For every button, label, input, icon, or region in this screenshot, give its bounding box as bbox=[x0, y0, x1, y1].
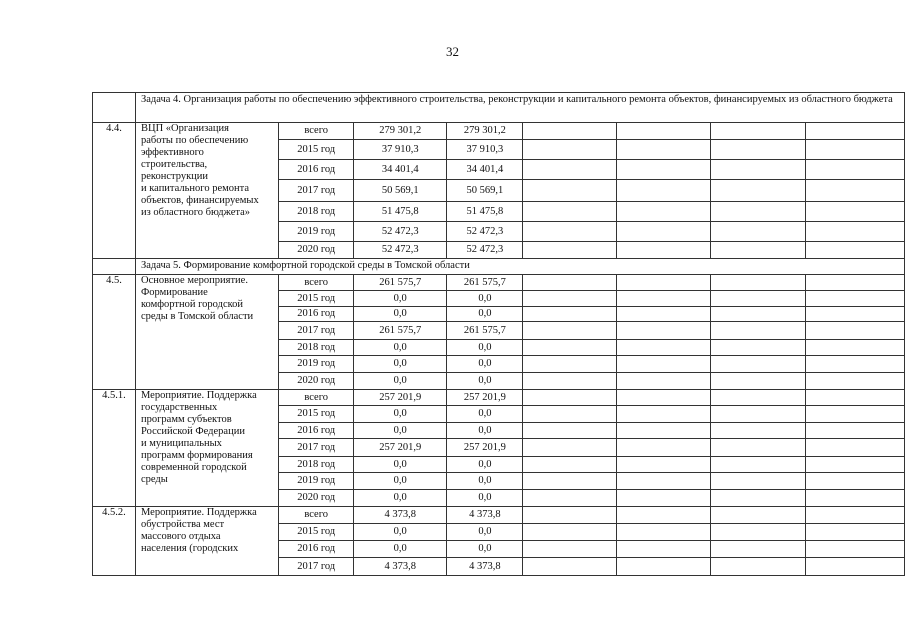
item-name-line: объектов, финансируемых bbox=[140, 195, 259, 206]
regional-budget-cell: 0,0 bbox=[447, 473, 523, 490]
task-number-cell bbox=[93, 93, 136, 123]
empty-cell bbox=[710, 222, 806, 242]
total-cell: 0,0 bbox=[354, 490, 447, 507]
item-name-line: обустройства мест bbox=[140, 519, 225, 530]
total-cell: 0,0 bbox=[354, 340, 447, 356]
item-name-line: эффективного bbox=[140, 147, 204, 158]
empty-cell bbox=[523, 160, 616, 180]
item-name-line: программ формирования bbox=[140, 450, 253, 461]
empty-cell bbox=[523, 322, 616, 340]
table-row bbox=[93, 390, 905, 406]
empty-cell bbox=[806, 490, 905, 507]
empty-cell bbox=[616, 439, 710, 457]
total-cell: 0,0 bbox=[354, 457, 447, 473]
year-cell: 2020 год bbox=[279, 490, 354, 507]
empty-cell bbox=[616, 356, 710, 373]
year-cell: 2017 год bbox=[279, 558, 354, 576]
empty-cell bbox=[710, 322, 806, 340]
empty-cell bbox=[806, 275, 905, 291]
empty-cell bbox=[710, 275, 806, 291]
total-cell: 279 301,2 bbox=[354, 123, 447, 140]
empty-cell bbox=[616, 242, 710, 259]
empty-cell bbox=[616, 390, 710, 406]
empty-cell bbox=[710, 340, 806, 356]
empty-cell bbox=[806, 457, 905, 473]
year-cell: 2017 год bbox=[279, 439, 354, 457]
empty-cell bbox=[616, 473, 710, 490]
empty-cell bbox=[523, 439, 616, 457]
item-name-line: работы по обеспечению bbox=[140, 135, 249, 146]
empty-cell bbox=[806, 541, 905, 558]
regional-budget-cell: 0,0 bbox=[447, 307, 523, 322]
year-cell: 2017 год bbox=[279, 180, 354, 202]
empty-cell bbox=[806, 423, 905, 439]
empty-cell bbox=[710, 307, 806, 322]
total-cell: 261 575,7 bbox=[354, 275, 447, 291]
task-5-title: Задача 5. Формирование комфортной городской среды в Томской области bbox=[135, 259, 904, 275]
empty-cell bbox=[616, 322, 710, 340]
regional-budget-cell: 0,0 bbox=[447, 291, 523, 307]
item-name-line: комфортной городской bbox=[140, 299, 244, 310]
empty-cell bbox=[710, 457, 806, 473]
regional-budget-cell: 50 569,1 bbox=[447, 180, 523, 202]
empty-cell bbox=[616, 202, 710, 222]
year-cell: 2016 год bbox=[279, 541, 354, 558]
task-number-cell bbox=[93, 259, 136, 275]
item-number: 4.4. bbox=[93, 123, 136, 259]
empty-cell bbox=[616, 558, 710, 576]
empty-cell bbox=[710, 202, 806, 222]
empty-cell bbox=[523, 457, 616, 473]
total-cell: 0,0 bbox=[354, 473, 447, 490]
empty-cell bbox=[616, 275, 710, 291]
total-cell: 51 475,8 bbox=[354, 202, 447, 222]
empty-cell bbox=[806, 524, 905, 541]
year-cell: 2019 год bbox=[279, 473, 354, 490]
empty-cell bbox=[710, 524, 806, 541]
empty-cell bbox=[806, 307, 905, 322]
total-cell: 0,0 bbox=[354, 541, 447, 558]
empty-cell bbox=[616, 406, 710, 423]
total-cell: 0,0 bbox=[354, 373, 447, 390]
year-cell: всего bbox=[279, 275, 354, 291]
empty-cell bbox=[616, 291, 710, 307]
empty-cell bbox=[806, 473, 905, 490]
empty-cell bbox=[710, 356, 806, 373]
total-cell: 4 373,8 bbox=[354, 507, 447, 524]
empty-cell bbox=[710, 490, 806, 507]
budget-table bbox=[92, 92, 905, 576]
item-number: 4.5. bbox=[93, 275, 136, 390]
item-name bbox=[135, 123, 278, 259]
empty-cell bbox=[806, 222, 905, 242]
item-name-line: Основное мероприятие. bbox=[140, 275, 248, 286]
total-cell: 34 401,4 bbox=[354, 160, 447, 180]
empty-cell bbox=[710, 390, 806, 406]
empty-cell bbox=[523, 291, 616, 307]
empty-cell bbox=[806, 406, 905, 423]
year-cell: 2019 год bbox=[279, 356, 354, 373]
regional-budget-cell: 4 373,8 bbox=[447, 558, 523, 576]
item-name bbox=[135, 275, 278, 390]
item-number: 4.5.1. bbox=[93, 390, 136, 507]
regional-budget-cell: 279 301,2 bbox=[447, 123, 523, 140]
total-cell: 257 201,9 bbox=[354, 390, 447, 406]
regional-budget-cell: 261 575,7 bbox=[447, 275, 523, 291]
empty-cell bbox=[616, 490, 710, 507]
item-name-line: среды в Томской области bbox=[140, 311, 254, 322]
empty-cell bbox=[523, 524, 616, 541]
regional-budget-cell: 257 201,9 bbox=[447, 439, 523, 457]
empty-cell bbox=[806, 140, 905, 160]
year-cell: 2015 год bbox=[279, 406, 354, 423]
empty-cell bbox=[523, 242, 616, 259]
empty-cell bbox=[806, 390, 905, 406]
empty-cell bbox=[806, 242, 905, 259]
regional-budget-cell: 51 475,8 bbox=[447, 202, 523, 222]
empty-cell bbox=[616, 160, 710, 180]
empty-cell bbox=[710, 291, 806, 307]
item-name-line: Мероприятие. Поддержка bbox=[140, 507, 257, 518]
regional-budget-cell: 34 401,4 bbox=[447, 160, 523, 180]
year-cell: всего bbox=[279, 507, 354, 524]
empty-cell bbox=[616, 307, 710, 322]
total-cell: 4 373,8 bbox=[354, 558, 447, 576]
empty-cell bbox=[806, 356, 905, 373]
item-name-line: и муниципальных bbox=[140, 438, 222, 449]
regional-budget-cell: 0,0 bbox=[447, 340, 523, 356]
task-row bbox=[93, 93, 905, 123]
item-name-line: Формирование bbox=[140, 287, 208, 298]
empty-cell bbox=[806, 160, 905, 180]
table-row bbox=[93, 275, 905, 291]
item-name-line: Российской Федерации bbox=[140, 426, 245, 437]
empty-cell bbox=[523, 180, 616, 202]
regional-budget-cell: 261 575,7 bbox=[447, 322, 523, 340]
empty-cell bbox=[523, 541, 616, 558]
year-cell: 2016 год bbox=[279, 423, 354, 439]
empty-cell bbox=[616, 507, 710, 524]
item-number: 4.5.2. bbox=[93, 507, 136, 576]
item-name-line: из областного бюджета» bbox=[140, 207, 251, 218]
empty-cell bbox=[616, 524, 710, 541]
year-cell: 2020 год bbox=[279, 373, 354, 390]
regional-budget-cell: 4 373,8 bbox=[447, 507, 523, 524]
empty-cell bbox=[523, 473, 616, 490]
year-cell: 2015 год bbox=[279, 291, 354, 307]
task-row bbox=[93, 259, 905, 275]
regional-budget-cell: 0,0 bbox=[447, 373, 523, 390]
total-cell: 0,0 bbox=[354, 356, 447, 373]
empty-cell bbox=[616, 373, 710, 390]
total-cell: 0,0 bbox=[354, 524, 447, 541]
table-row bbox=[93, 123, 905, 140]
item-name-line: ВЦП «Организация bbox=[140, 123, 229, 134]
item-name-line: программ субъектов bbox=[140, 414, 232, 425]
regional-budget-cell: 0,0 bbox=[447, 490, 523, 507]
empty-cell bbox=[806, 322, 905, 340]
year-cell: 2020 год bbox=[279, 242, 354, 259]
task-4-title: Задача 4. Организация работы по обеспечению эффективного строительства, реконструкции и капитального ремонта объектов, финансируемых из областного бюджета bbox=[135, 93, 904, 123]
empty-cell bbox=[806, 340, 905, 356]
regional-budget-cell: 0,0 bbox=[447, 457, 523, 473]
empty-cell bbox=[523, 490, 616, 507]
item-name-line: современной городской bbox=[140, 462, 247, 473]
empty-cell bbox=[523, 406, 616, 423]
empty-cell bbox=[806, 558, 905, 576]
empty-cell bbox=[523, 423, 616, 439]
regional-budget-cell: 257 201,9 bbox=[447, 390, 523, 406]
empty-cell bbox=[710, 541, 806, 558]
regional-budget-cell: 0,0 bbox=[447, 423, 523, 439]
total-cell: 52 472,3 bbox=[354, 222, 447, 242]
item-name-line: населения (городских bbox=[140, 543, 239, 554]
regional-budget-cell: 52 472,3 bbox=[447, 242, 523, 259]
empty-cell bbox=[523, 222, 616, 242]
empty-cell bbox=[806, 507, 905, 524]
empty-cell bbox=[710, 423, 806, 439]
empty-cell bbox=[523, 373, 616, 390]
item-name-line: массового отдыха bbox=[140, 531, 221, 542]
empty-cell bbox=[806, 180, 905, 202]
total-cell: 37 910,3 bbox=[354, 140, 447, 160]
empty-cell bbox=[806, 123, 905, 140]
empty-cell bbox=[523, 558, 616, 576]
year-cell: всего bbox=[279, 390, 354, 406]
total-cell: 0,0 bbox=[354, 406, 447, 423]
empty-cell bbox=[710, 373, 806, 390]
empty-cell bbox=[523, 123, 616, 140]
regional-budget-cell: 0,0 bbox=[447, 356, 523, 373]
regional-budget-cell: 0,0 bbox=[447, 541, 523, 558]
item-name-line: и капитального ремонта bbox=[140, 183, 250, 194]
page-number: 32 bbox=[446, 44, 459, 59]
empty-cell bbox=[710, 140, 806, 160]
empty-cell bbox=[710, 123, 806, 140]
empty-cell bbox=[616, 541, 710, 558]
year-cell: 2018 год bbox=[279, 202, 354, 222]
empty-cell bbox=[806, 202, 905, 222]
empty-cell bbox=[806, 291, 905, 307]
total-cell: 0,0 bbox=[354, 307, 447, 322]
item-name-line: Мероприятие. Поддержка bbox=[140, 390, 257, 401]
item-name bbox=[135, 507, 278, 576]
empty-cell bbox=[523, 356, 616, 373]
regional-budget-cell: 0,0 bbox=[447, 524, 523, 541]
total-cell: 50 569,1 bbox=[354, 180, 447, 202]
item-name-line: реконструкции bbox=[140, 171, 209, 182]
empty-cell bbox=[710, 507, 806, 524]
year-cell: 2018 год bbox=[279, 457, 354, 473]
item-name-line: среды bbox=[140, 474, 168, 485]
total-cell: 0,0 bbox=[354, 291, 447, 307]
empty-cell bbox=[710, 242, 806, 259]
empty-cell bbox=[616, 180, 710, 202]
year-cell: 2015 год bbox=[279, 140, 354, 160]
empty-cell bbox=[523, 275, 616, 291]
year-cell: всего bbox=[279, 123, 354, 140]
empty-cell bbox=[523, 507, 616, 524]
empty-cell bbox=[710, 439, 806, 457]
empty-cell bbox=[523, 307, 616, 322]
empty-cell bbox=[710, 558, 806, 576]
year-cell: 2016 год bbox=[279, 307, 354, 322]
total-cell: 0,0 bbox=[354, 423, 447, 439]
empty-cell bbox=[616, 423, 710, 439]
regional-budget-cell: 0,0 bbox=[447, 406, 523, 423]
empty-cell bbox=[523, 202, 616, 222]
empty-cell bbox=[616, 340, 710, 356]
empty-cell bbox=[616, 140, 710, 160]
year-cell: 2016 год bbox=[279, 160, 354, 180]
empty-cell bbox=[710, 160, 806, 180]
empty-cell bbox=[616, 222, 710, 242]
year-cell: 2018 год bbox=[279, 340, 354, 356]
empty-cell bbox=[523, 390, 616, 406]
empty-cell bbox=[710, 473, 806, 490]
empty-cell bbox=[616, 123, 710, 140]
year-cell: 2015 год bbox=[279, 524, 354, 541]
empty-cell bbox=[523, 340, 616, 356]
total-cell: 52 472,3 bbox=[354, 242, 447, 259]
item-name bbox=[135, 390, 278, 507]
regional-budget-cell: 37 910,3 bbox=[447, 140, 523, 160]
empty-cell bbox=[523, 140, 616, 160]
empty-cell bbox=[710, 180, 806, 202]
regional-budget-cell: 52 472,3 bbox=[447, 222, 523, 242]
total-cell: 261 575,7 bbox=[354, 322, 447, 340]
year-cell: 2017 год bbox=[279, 322, 354, 340]
year-cell: 2019 год bbox=[279, 222, 354, 242]
empty-cell bbox=[616, 457, 710, 473]
empty-cell bbox=[806, 373, 905, 390]
item-name-line: государственных bbox=[140, 402, 218, 413]
empty-cell bbox=[806, 439, 905, 457]
table-row bbox=[93, 507, 905, 524]
item-name-line: строительства, bbox=[140, 159, 208, 170]
total-cell: 257 201,9 bbox=[354, 439, 447, 457]
empty-cell bbox=[710, 406, 806, 423]
